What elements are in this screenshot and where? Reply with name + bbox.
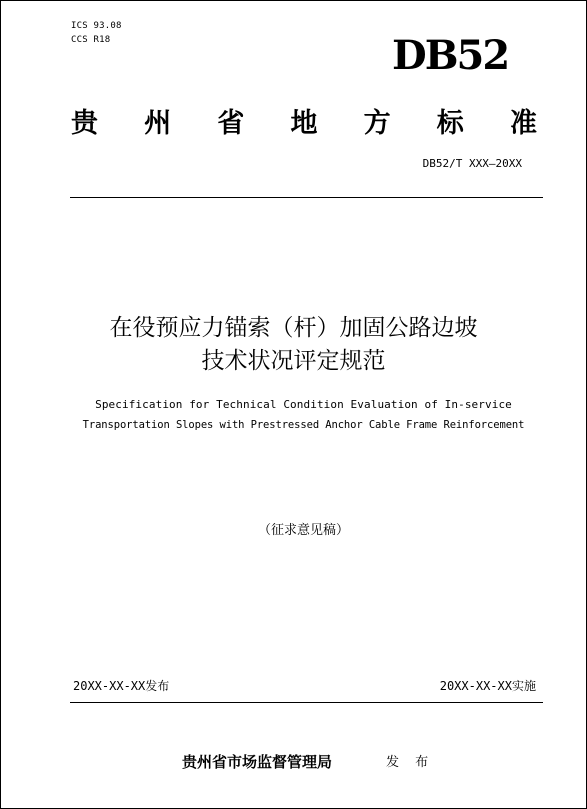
publish-label: 发 布 [386,755,435,770]
english-title-line-1: Specification for Technical Condition Evaluation of In-service [95,398,512,411]
document-title-line-2: 技术状况评定规范 [201,348,386,374]
standard-type-char: 省 [217,108,245,139]
top-divider [70,197,543,198]
standard-type-char: 准 [509,108,537,139]
standard-number: DB52/T XXX—20XX [422,157,522,170]
issue-date: 20XX-XX-XX [73,679,146,693]
document-title-line-1: 在役预应力锚索（杆）加固公路边坡 [109,315,478,341]
ics-code: ICS 93.08 [71,21,122,31]
standard-type-title [71,106,537,142]
ccs-code: CCS R18 [71,35,111,45]
standard-type-char: 方 [363,108,391,139]
issue-date-block [73,678,169,694]
classification-codes [71,19,122,47]
db52-logo: DB52 [392,32,509,79]
standard-type-char: 州 [144,108,172,139]
issuing-authority: 贵州省市场监督管理局 [182,753,333,771]
draft-status: （征求意见稿） [257,523,349,538]
bottom-divider [70,702,543,703]
implementation-label: 实施 [511,679,536,693]
standard-type-char: 地 [290,108,318,139]
implementation-date-block [440,678,536,694]
standard-type-char: 标 [436,108,464,139]
implementation-date: 20XX-XX-XX [439,679,512,693]
issue-label: 发布 [145,679,170,693]
english-title-line-2: Transportation Slopes with Prestressed Anchor Cable Frame Reinforcement [82,419,525,431]
standard-type-char: 贵 [71,108,98,139]
